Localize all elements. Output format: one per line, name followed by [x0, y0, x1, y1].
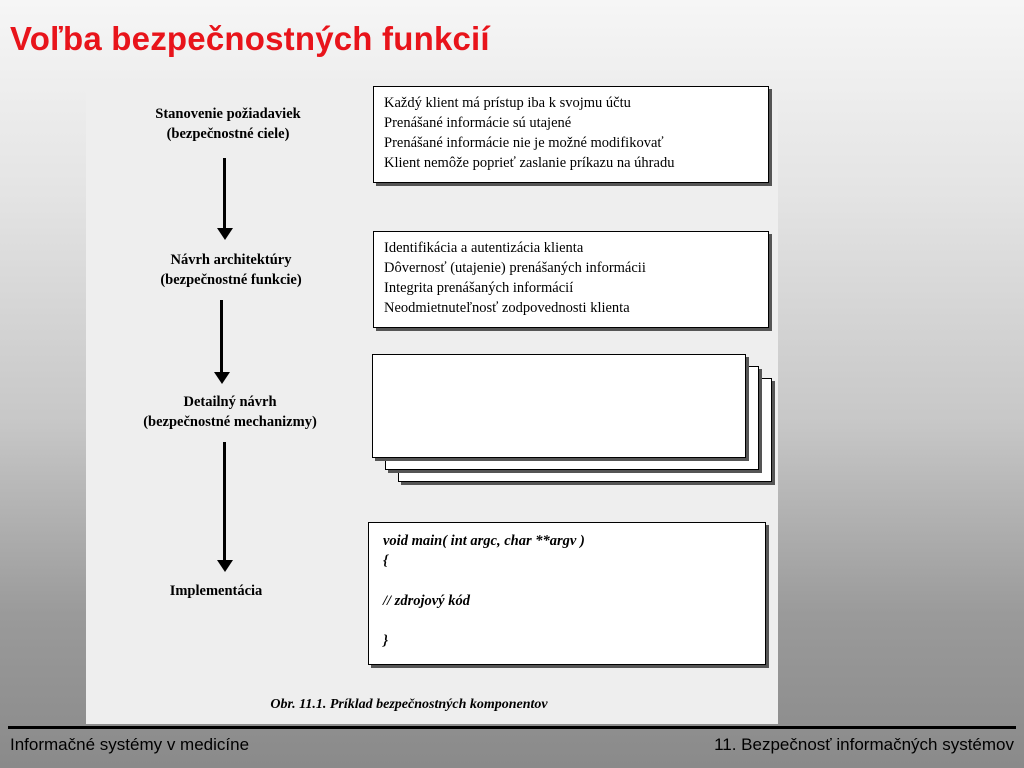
code-blank-line [383, 571, 765, 591]
arrow-down-icon [217, 158, 233, 242]
figure-panel [86, 86, 778, 724]
footer-divider [8, 726, 1016, 729]
goals-box-line: Prenášané informácie sú utajené [384, 115, 572, 131]
code-blank-line [383, 611, 765, 631]
step-implementation-title: Implementácia [169, 583, 263, 599]
step-requirements-title: Stanovenie požiadaviek [155, 106, 301, 122]
goals-box-line: Klient nemôže poprieť zaslanie príkazu na úhradu [384, 155, 675, 171]
footer-lecture-title: 11. Bezpečnosť informačných systémov [714, 735, 1014, 754]
figure-caption: Obr. 11.1. Príklad bezpečnostných komponentov [270, 697, 548, 712]
step-detailed-design [105, 392, 355, 432]
goals-box-line: Prenášané informácie nie je možné modifikovať [384, 135, 664, 151]
code-box [368, 522, 766, 665]
step-architecture-subtitle: (bezpečnostné funkcie) [160, 272, 302, 288]
functions-box-line: Dôvernosť (utajenie) prenášaných informácii [384, 260, 646, 276]
step-detailed-design-title: Detailný návrh [183, 394, 277, 410]
mechanisms-card-front [372, 354, 746, 458]
code-line: } [383, 633, 389, 649]
functions-box-line: Neodmietnuteľnosť zodpovednosti klienta [384, 300, 630, 316]
arrow-down-icon [217, 442, 233, 574]
step-architecture [106, 250, 356, 290]
functions-box-line: Identifikácia a autentizácia klienta [384, 240, 584, 256]
slide-title: Voľba bezpečnostných funkcií [10, 20, 490, 57]
arrow-down-icon [214, 300, 230, 386]
functions-box-line: Integrita prenášaných informácií [384, 280, 574, 296]
functions-box [373, 231, 769, 328]
step-requirements [103, 104, 353, 144]
goals-box [373, 86, 769, 183]
code-line: { [383, 553, 389, 569]
code-line: // zdrojový kód [383, 593, 470, 609]
code-line: void main( int argc, char **argv ) [383, 533, 585, 549]
goals-box-line: Každý klient má prístup iba k svojmu účtu [384, 95, 631, 111]
footer-course-title: Informačné systémy v medicíne [10, 735, 250, 754]
step-architecture-title: Návrh architektúry [170, 252, 292, 268]
step-detailed-design-subtitle: (bezpečnostné mechanizmy) [143, 414, 317, 430]
step-requirements-subtitle: (bezpečnostné ciele) [166, 126, 290, 142]
step-implementation [91, 581, 341, 601]
